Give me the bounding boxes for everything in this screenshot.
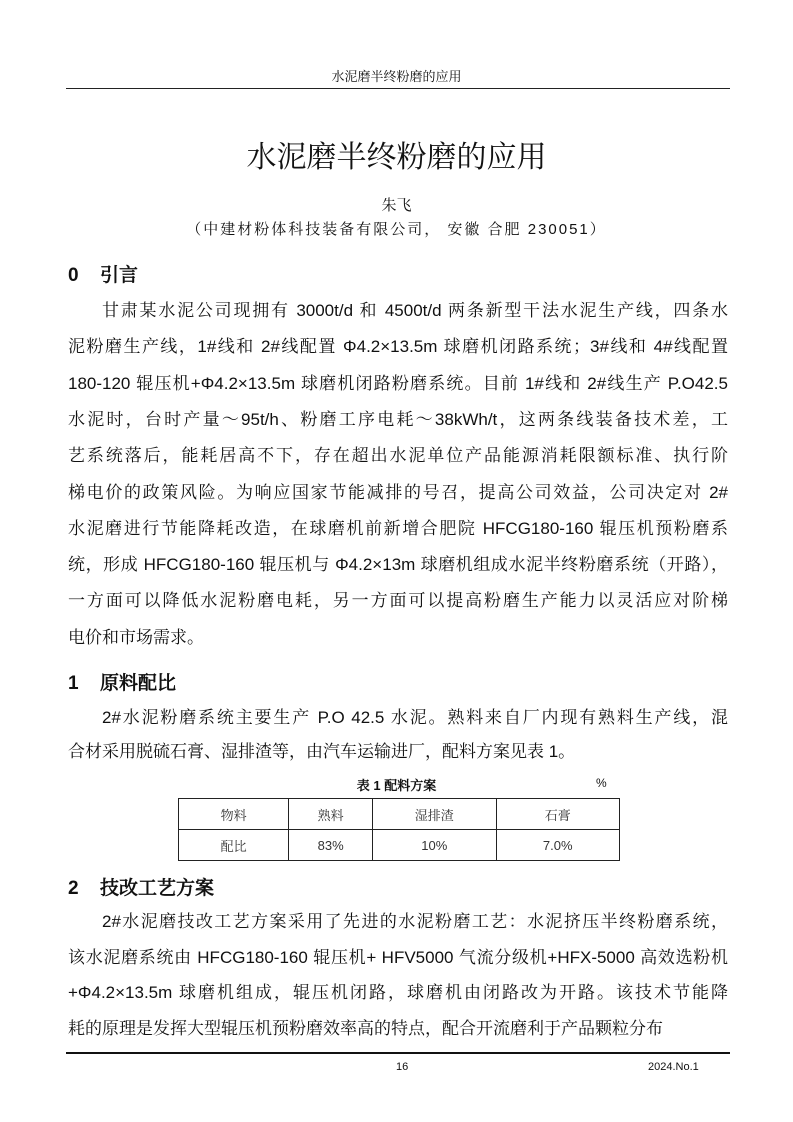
paragraph-line: 2#水泥磨技改工艺方案采用了先进的水泥粉磨工艺：水泥挤压半终粉磨系统， [102, 912, 728, 931]
table-cell: 配比 [179, 830, 289, 861]
header-divider [66, 88, 730, 89]
section-number: 1 [68, 673, 79, 694]
paragraph-line: 电价和市场需求。 [68, 627, 204, 647]
section-title: 技改工艺方案 [100, 878, 215, 899]
running-head: 水泥磨半终粉磨的应用 [331, 69, 462, 84]
paragraph-line: 一方面可以降低水泥粉磨电耗，另一方面可以提高粉磨生产能力以灵活应对阶梯 [68, 591, 728, 611]
section-title: 引言 [100, 265, 139, 286]
table-cell: 石膏 [496, 799, 620, 830]
table-cell: 湿排渣 [373, 799, 496, 830]
issue-label: 2024.No.1 [648, 1061, 699, 1073]
paragraph-line: 该水泥磨系统由 HFCG180-160 辊压机+ HFV5000 气流分级机+HFX-5000 高效选粉机 [68, 947, 728, 967]
table-cell: 83% [289, 830, 373, 861]
paragraph-line: 梯电价的政策风险。为响应国家节能减排的号召，提高公司效益，公司决定对 2# [68, 482, 728, 502]
table-cell: 10% [373, 830, 496, 861]
table-unit: % [596, 776, 607, 790]
table-row [179, 830, 620, 861]
section-heading [68, 260, 138, 287]
footer-divider [66, 1052, 730, 1054]
table-cell: 熟料 [289, 799, 373, 830]
paragraph-line: 甘肃某水泥公司现拥有 3000t/d 和 4500t/d 两条新型干法水泥生产线，四条水 [102, 301, 728, 320]
section-number: 2 [68, 878, 79, 899]
paragraph-line: 合材采用脱硫石膏、湿排渣等，由汽车运输进厂，配料方案见表 1。 [68, 742, 576, 761]
paragraph-line: +Φ4.2×13.5m 球磨机组成，辊压机闭路，球磨机由闭路改为开路。该技术节能降 [68, 983, 728, 1002]
mix-ratio-table [178, 798, 620, 861]
table-cell: 7.0% [496, 830, 620, 861]
section-title: 原料配比 [100, 673, 177, 694]
section-heading [68, 873, 214, 900]
paragraph-line: 水泥时，台时产量～95t/h、粉磨工序电耗～38kWh/t，这两条线装备技术差，工 [68, 409, 728, 429]
table-row [179, 799, 620, 830]
table-cell: 物料 [179, 799, 289, 830]
table-caption: 表 1 配料方案 [356, 778, 437, 793]
section-number: 0 [68, 265, 79, 286]
article-title: 水泥磨半终粉磨的应用 [246, 141, 547, 174]
affiliation: （中建材粉体科技装备有限公司， 安徽 合肥 230051） [186, 221, 607, 238]
paragraph-line: 统，形成 HFCG180-160 辊压机与 Φ4.2×13m 球磨机组成水泥半终粉磨系统（开路）， [68, 555, 728, 575]
paragraph-line: 泥粉磨生产线，1#线和 2#线配置 Φ4.2×13.5m 球磨机闭路系统；3#线和 4#线配置 [68, 337, 728, 357]
paragraph-line: 水泥磨进行节能降耗改造，在球磨机前新增合肥院 HFCG180-160 辊压机预粉磨系 [68, 518, 728, 538]
paragraph-line: 2#水泥粉磨系统主要生产 P.O 42.5 水泥。熟料来自厂内现有熟料生产线，混 [102, 708, 728, 727]
paragraph-line: 耗的原理是发挥大型辊压机预粉磨效率高的特点，配合开流磨利于产品颗粒分布 [68, 1018, 663, 1038]
paragraph-line: 180-120 辊压机+Φ4.2×13.5m 球磨机闭路粉磨系统。目前 1#线和 2#线生产 P.O42.5 [68, 373, 728, 393]
section-heading [68, 668, 176, 695]
paragraph-line: 艺系统落后，能耗居高不下，存在超出水泥单位产品能源消耗限额标准、执行阶 [68, 446, 728, 466]
author: 朱飞 [381, 197, 412, 214]
page-number: 16 [396, 1061, 409, 1073]
